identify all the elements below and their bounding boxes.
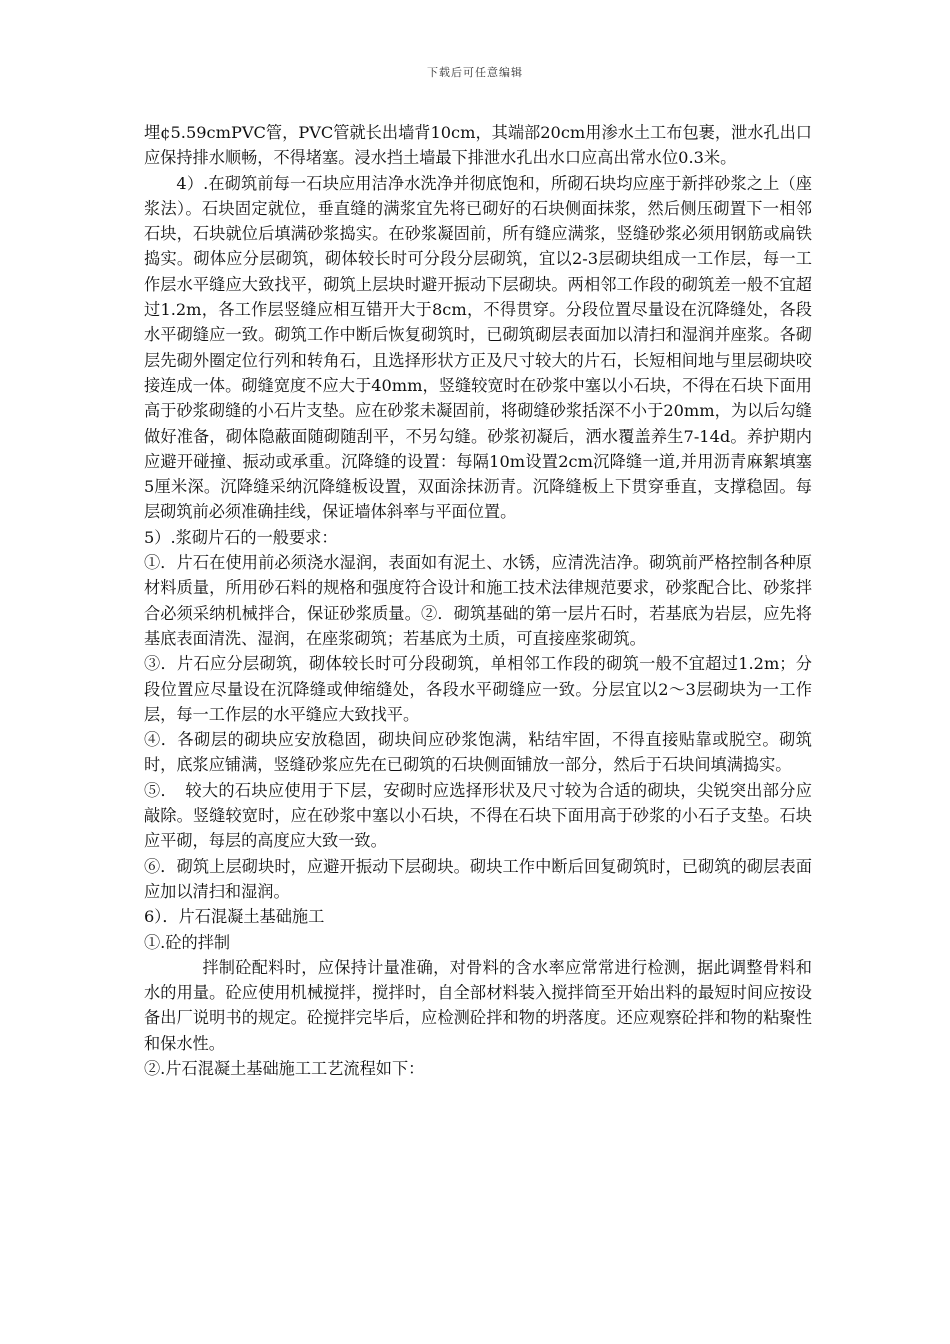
subheading-process-flow: ②.片石混凝土基础施工工艺流程如下： xyxy=(144,1058,425,1078)
paragraph-req-3: ③．片石应分层砌筑，砌体较长时可分段砌筑，单相邻工作段的砌筑一般不宜超过1.2m；分段位置应尽量设在沉降缝或伸缩缝处，各段水平砌缝应一致。分层宜以2～3层砌块为一工作层，每一工作层的水平缝应大致找平。 xyxy=(144,654,812,724)
paragraph-req-5: ⑤． 较大的石块应使用于下层，安砌时应选择形状及尺寸较为合适的砌块，尖锐突出部分应敲除。竖缝较宽时，应在砂浆中塞以小石块，不得在石块下面用高于砂浆的小石子支垫。石块应平砌，每层的高度应大致一致。 xyxy=(144,780,812,851)
heading-step-6: 6）．片石混凝土基础施工 xyxy=(144,907,325,927)
heading-step-5: 5）.浆砌片石的一般要求： xyxy=(144,527,338,547)
paragraph-req-4: ④．各砌层的砌块应安放稳固，砌块间应砂浆饱满，粘结牢固，不得直接贴靠或脱空。砌筑时，底浆应铺满，竖缝砂浆应先在已砌筑的石块侧面铺放一部分，然后于石块间填满捣实。 xyxy=(144,730,812,775)
page-header-watermark: 下载后可任意编辑 xyxy=(427,66,523,79)
document-body xyxy=(144,120,812,1081)
paragraph-req-6: ⑥．砌筑上层砌块时，应避开振动下层砌块。砌块工作中断后回复砌筑时，已砌筑的砌层表面应加以清扫和湿润。 xyxy=(144,856,812,901)
paragraph-drain-pipe: 埋¢5.59cmPVC管，PVC管就长出墙背10cm，其端部20cm用渗水土工布包裹，泄水孔出口应保持排水顺畅，不得堵塞。浸水挡土墙最下排泄水孔出水口应高出常水位0.3米。 xyxy=(144,123,812,168)
paragraph-concrete-mixing: 拌制砼配料时，应保持计量准确，对骨料的含水率应常常进行检测，据此调整骨料和水的用量。砼应使用机械搅拌，搅拌时，自全部材料装入搅拌筒至开始出料的最短时间应按设备出厂说明书的规定。砼搅拌完毕后，应检测砼拌和物的坍落度。还应观察砼拌和物的粘聚性和保水性。 xyxy=(144,957,812,1053)
paragraph-step-4-masonry: 4）.在砌筑前每一石块应用洁净水洗净并彻底饱和，所砌石块均应座于新拌砂浆之上（座浆法）。石块固定就位，垂直缝的满浆宜先将已砌好的石块侧面抹浆，然后侧压砌置下一相邻石块，石块就位后填满砂浆捣实。在砂浆凝固前，所有缝应满浆，竖缝砂浆必须用钢筋或扁铁捣实。砌体应分层砌筑，砌体较长时可分段分层砌筑，宜以2-3层砌块组成一工作层，每一工作层水平缝应大致找平，砌筑上层块时避开振动下层砌块。两相邻工作段的砌筑差一般不宜超过1.2m，各工作层竖缝应相互错开大于8cm，不得贯穿。分段位置尽量设在沉降缝处，各段水平砌缝应一致。砌筑工作中断后恢复砌筑时，已砌筑砌层表面加以清扫和湿润并座浆。各砌层先砌外圈定位行列和转角石，且选择形状方正及尺寸较大的片石，长短相间地与里层砌块咬接连成一体。砌缝宽度不应大于40mm，竖缝较宽时在砂浆中塞以小石块，不得在石块下面用高于砂浆砌缝的小石片支垫。应在砂浆未凝固前，将砌缝砂浆括深不小于20mm，为以后勾缝做好准备，砌体隐蔽面随砌随刮平，不另勾缝。砂浆初凝后，洒水覆盖养生7-14d。养护期内应避开碰撞、振动或承重。沉降缝的设置：每隔10m设置2cm沉降缝一道,并用沥青麻絮填塞5厘米深。沉降缝采纳沉降缝板设置，双面涂抹沥青。沉降缝板上下贯穿垂直，支撑稳固。每层砌筑前必须准确挂线，保证墙体斜率与平面位置。 xyxy=(144,173,812,522)
subheading-concrete-mixing: ①.砼的拌制 xyxy=(144,932,231,952)
paragraph-req-1-2: ①．片石在使用前必须浇水湿润，表面如有泥土、水锈，应清洗洁净。砌筑前严格控制各种原材料质量，所用砂石料的规格和强度符合设计和施工技术法律规范要求，砂浆配合比、砂浆拌合必须采纳机械拌合，保证砂浆质量。②．砌筑基础的第一层片石时，若基底为岩层，应先将基底表面清洗、湿润，在座浆砌筑；若基底为土质，可直接座浆砌筑。 xyxy=(144,553,812,648)
